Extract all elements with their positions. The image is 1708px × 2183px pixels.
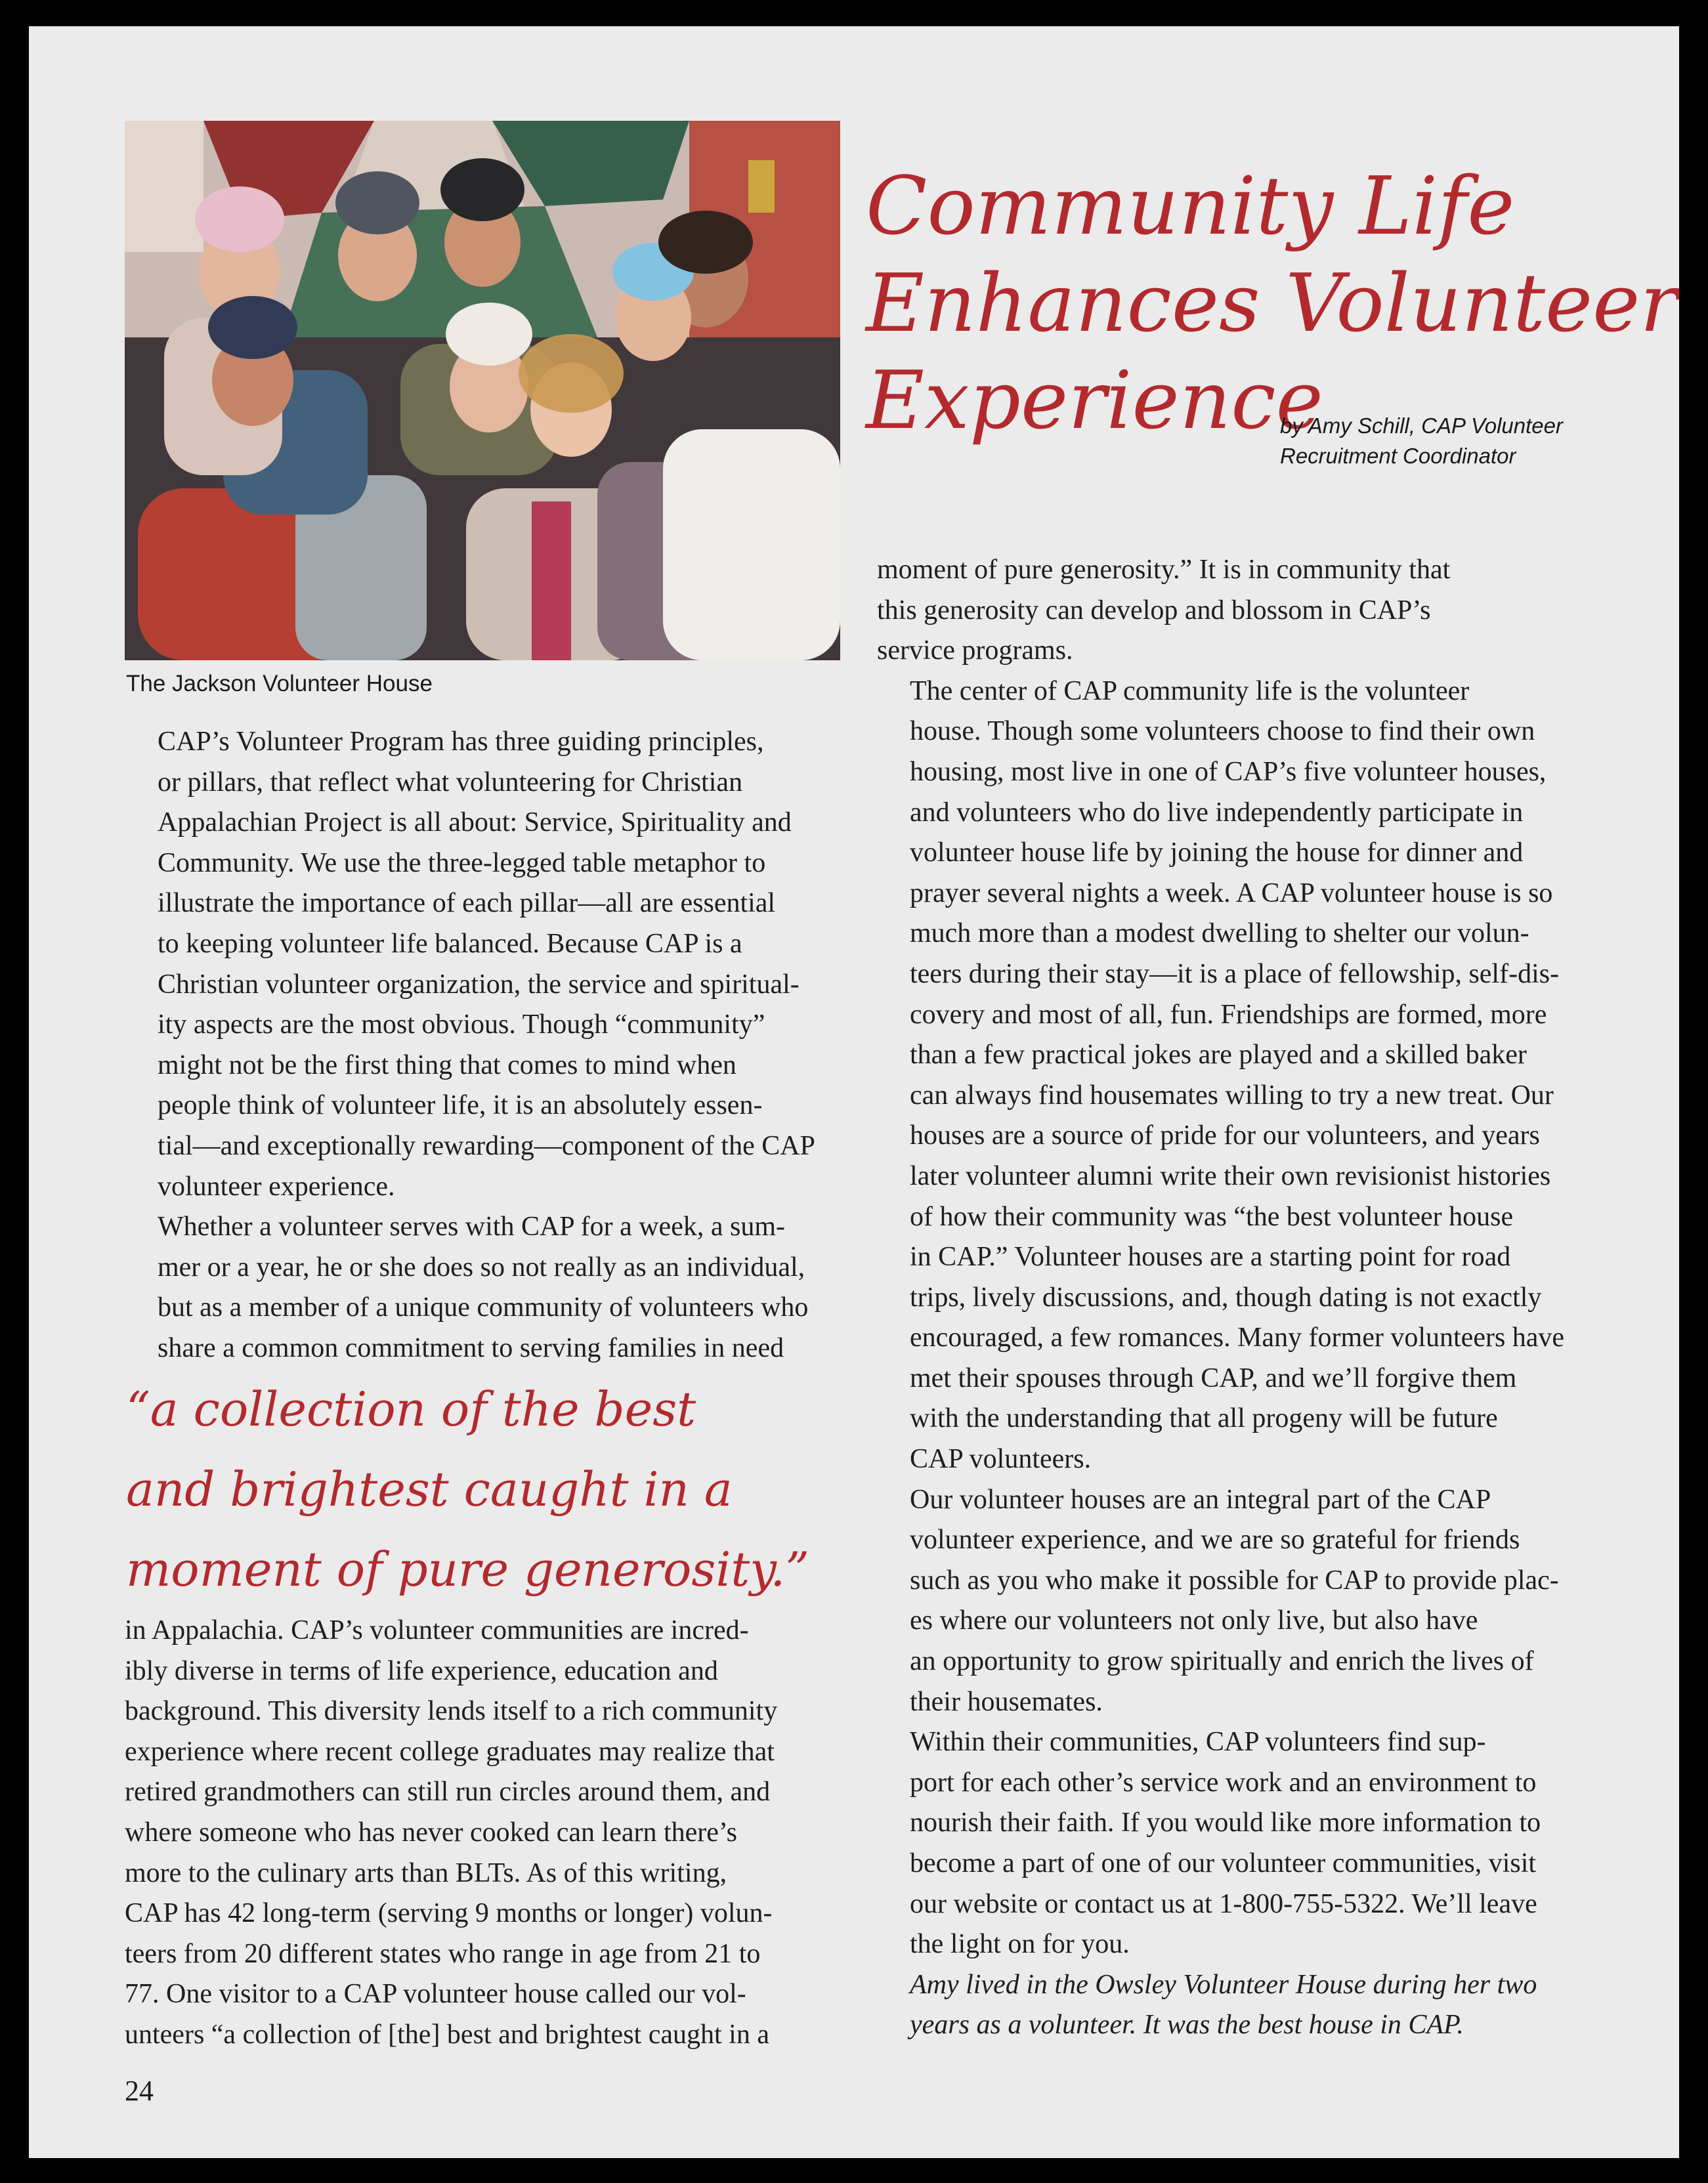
text-line: much more than a modest dwelling to shelter our volun- [910, 918, 1529, 949]
text-line: Our volunteer houses are an integral part of the CAP [910, 1484, 1491, 1515]
text-line: service programs. [877, 635, 1073, 666]
text-line: can always find housemates willing to try a new treat. Our [910, 1080, 1554, 1111]
text-line: where someone who has never cooked can learn there’s [125, 1817, 737, 1848]
paragraph [877, 1722, 1645, 1965]
text-line: this generosity can develop and blossom in CAP’s [877, 595, 1431, 625]
text-line: houses are a source of pride for our volunteers, and years [910, 1120, 1540, 1151]
text-line: moment of pure generosity.” It is in community that [877, 555, 1451, 585]
pull-quote-line: and brightest caught in a [126, 1462, 733, 1517]
text-line: unteers “a collection of [the] best and brightest caught in a [125, 2019, 769, 2050]
text-line: their housemates. [910, 1686, 1103, 1717]
text-line: teers during their stay—it is a place of fellowship, self-dis- [910, 958, 1560, 989]
pull-quote [126, 1369, 842, 1609]
title-line: Experience [866, 354, 1323, 447]
text-line: background. This diversity lends itself to a rich community [125, 1696, 778, 1727]
text-line: trips, lively discussions, and, though dating is not exactly [910, 1282, 1542, 1313]
title-line: Enhances Volunteer [866, 257, 1678, 350]
text-line: 77. One visitor to a CAP volunteer house called our vol- [125, 1979, 746, 2010]
paragraph [125, 1611, 840, 2056]
text-line: experience where recent college graduates may realize that [125, 1736, 775, 1767]
text-line: Within their communities, CAP volunteers find sup- [910, 1727, 1486, 1758]
text-line: share a common commitment to serving families in need [158, 1332, 784, 1363]
page-number: 24 [125, 2075, 154, 2107]
text-line: with the understanding that all progeny will be future [910, 1403, 1498, 1434]
text-line: of how their community was “the best volunteer house [910, 1201, 1514, 1232]
text-line: the light on for you. [910, 1929, 1130, 1960]
text-line: in CAP.” Volunteer houses are a starting point for road [910, 1242, 1511, 1273]
text-line: years as a volunteer. It was the best house in CAP. [910, 2010, 1464, 2041]
text-line: Amy lived in the Owsley Volunteer House during her two [910, 1969, 1537, 2000]
photo-caption: The Jackson Volunteer House [126, 671, 433, 696]
pull-quote-line: “a collection of the best [126, 1382, 696, 1437]
text-line: to keeping volunteer life balanced. Because CAP is a [158, 928, 742, 959]
text-line: nourish their faith. If you would like more information to [910, 1808, 1541, 1838]
paragraph [877, 671, 1645, 1480]
text-line: become a part of one of our volunteer communities, visit [910, 1848, 1537, 1878]
pull-quote-line: moment of pure generosity.” [126, 1542, 810, 1597]
text-line: CAP’s Volunteer Program has three guiding principles, [158, 727, 764, 757]
text-line: teers from 20 different states who range in age from 21 to [125, 1938, 761, 1969]
text-line: prayer several nights a week. A CAP volunteer house is so [910, 878, 1553, 908]
title-line: Community Life [866, 159, 1515, 253]
text-line: volunteer experience, and we are so grateful for friends [910, 1525, 1520, 1556]
text-line: The center of CAP community life is the volunteer [910, 675, 1470, 706]
text-line: or pillars, that reflect what volunteering for Christian [158, 767, 743, 797]
byline-line: Recruitment Coordinator [1280, 444, 1516, 468]
text-line: our website or contact us at 1-800-755-5322. We’ll leave [910, 1888, 1537, 1919]
text-line: but as a member of a unique community of volunteers who [158, 1292, 809, 1323]
text-line: CAP has 42 long-term (serving 9 months or longer) volun- [125, 1898, 773, 1929]
text-line: Whether a volunteer serves with CAP for a week, a sum- [158, 1212, 785, 1242]
text-line: mer or a year, he or she does so not really as an individual, [158, 1252, 805, 1282]
left-column-bottom [125, 1611, 840, 2056]
text-line: CAP volunteers. [910, 1444, 1092, 1475]
text-line: encouraged, a few romances. Many former volunteers have [910, 1323, 1565, 1353]
article-title [866, 158, 1678, 449]
text-line: and volunteers who do live independently participate in [910, 797, 1524, 828]
left-column-top [125, 722, 840, 1369]
text-line: Appalachian Project is all about: Service, Spirituality and [158, 807, 792, 838]
text-line: an opportunity to grow spiritually and enrich the lives of [910, 1646, 1534, 1677]
text-line: such as you who make it possible for CAP to provide plac- [910, 1565, 1559, 1596]
right-column [877, 550, 1645, 2046]
text-line: later volunteer alumni write their own revisionist histories [910, 1160, 1551, 1191]
paragraph [877, 550, 1645, 671]
byline-line: by Amy Schill, CAP Volunteer [1280, 413, 1563, 438]
text-line: tial—and exceptionally rewarding—component of the CAP [158, 1130, 815, 1161]
text-line: than a few practical jokes are played and a skilled baker [910, 1040, 1527, 1070]
text-line: more to the culinary arts than BLTs. As of this writing, [125, 1857, 727, 1888]
text-line: people think of volunteer life, it is an absolutely essen- [158, 1090, 763, 1121]
text-line: in Appalachia. CAP’s volunteer communities are incred- [125, 1615, 749, 1645]
text-line: met their spouses through CAP, and we’ll forgive them [910, 1363, 1517, 1393]
text-line: port for each other’s service work and an environment to [910, 1767, 1537, 1798]
text-line: es where our volunteers not only live, but also have [910, 1605, 1478, 1636]
paragraph [125, 1207, 840, 1368]
text-line: ibly diverse in terms of life experience, education and [125, 1655, 718, 1686]
group-photo-image [125, 121, 840, 660]
text-line: covery and most of all, fun. Friendships are formed, more [910, 999, 1547, 1030]
text-line: illustrate the importance of each pillar—all are essential [158, 888, 776, 919]
text-line: volunteer experience. [158, 1171, 395, 1202]
text-line: housing, most live in one of CAP’s five volunteer houses, [910, 756, 1547, 787]
paragraph [877, 1480, 1645, 1723]
text-line: retired grandmothers can still run circles around them, and [125, 1777, 771, 1808]
magazine-page [29, 26, 1679, 2158]
text-line: Christian volunteer organization, the service and spiritual- [158, 969, 800, 1000]
text-line: Community. We use the three-legged table metaphor to [158, 847, 766, 878]
byline [1280, 411, 1563, 471]
text-line: ity aspects are the most obvious. Though “community” [158, 1009, 765, 1040]
author-note [877, 1965, 1645, 2046]
text-line: volunteer house life by joining the house for dinner and [910, 837, 1524, 868]
group-photo [125, 121, 840, 660]
text-line: house. Though some volunteers choose to find their own [910, 716, 1535, 747]
text-line: might not be the first thing that comes to mind when [158, 1049, 737, 1080]
paragraph [125, 722, 840, 1207]
